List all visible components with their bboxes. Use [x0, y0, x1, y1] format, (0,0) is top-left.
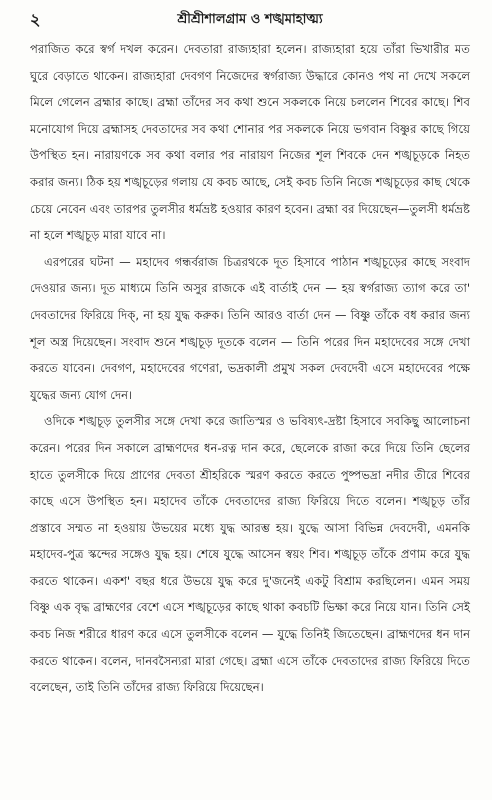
page-number: ২ — [30, 10, 41, 29]
paragraph-battle: ওদিকে শঙ্খচূড় তুলসীর সঙ্গে দেখা করে জাতিস্মর ও ভবিষ্যৎ-দ্রষ্টা হিসাবে সবকিছু আলোচনা করেন। পরের দিন সকালে ব্রাহ্মণদের ধন-রত্ন দান করে, ছেলেকে রাজা করে দিয়ে তিনি ছেলের হাতে তুলসীকে দিয়ে প্রাণের দেবতা শ্রীহরিকে স্মরণ করতে করতে পুষ্পভদ্রা নদীর তীরে শিবের কাছে এসে উপস্থিত হন। মহাদেব তাঁকে দেবতাদের রাজ্য ফিরিয়ে দিতে বলেন। শঙ্খচূড় তাঁর প্রস্তাবে সম্মত না হওয়ায় উভয়ের মধ্যে যুদ্ধ আরম্ভ হয়। যুদ্ধে আসা বিভিন্ন দেবদেবী, এমনকি মহাদেব-পুত্র স্কন্দের সঙ্গেও যুদ্ধ হয়। শেষে যুদ্ধে আসেন স্বয়ং শিব। শঙ্খচূড় তাঁকে প্রণাম করে যুদ্ধ করতে থাকেন। একশ' বছর ধরে উভয়ে যুদ্ধ করে দু'জনেই একটু বিশ্রাম করছিলেন। এমন সময় বিষ্ণু এক বৃদ্ধ ব্রাহ্মণের বেশে এসে শঙ্খচূড়ের কাছে থাকা কবচটি ভিক্ষা করে নিয়ে যান। তিনি সেই কবচ নিজ শরীরে ধারণ করে এসে তুলসীকে বলেন — যুদ্ধে তিনিই জিতেছেন। ব্রাহ্মণদের ধন দান করতে থাকেন। বলেন, দানবসৈন্যরা মারা গেছে। ব্রহ্মা এসে তাঁকে দেবতাদের রাজ্য ফিরিয়ে দিতে বলেছেন, তাই তিনি তাঁদের রাজ্য ফিরিয়ে দিয়েছেন। — [30, 414, 470, 695]
running-title: শ্রীশ্রীশালগ্রাম ও শঙ্খমাহাত্ম্য — [177, 12, 323, 27]
paragraph-continued: পরাজিত করে স্বর্গ দখল করেন। দেবতারা রাজ্যহারা হলেন। রাজ্যহারা হয়ে তাঁরা ভিখারীর মত ঘুরে বেড়াতে থাকেন। রাজ্যহারা দেবগণ নিজেদের স্বর্গরাজ্য উদ্ধারে কোনও পথ না দেখে সকলে মিলে গেলেন ব্রহ্মার কাছে। ব্রহ্মা তাঁদের সব কথা শুনে সকলকে নিয়ে চললেন শিবের কাছে। শিব মনোযোগ দিয়ে ব্রহ্মাসহ দেবতাদের সব কথা শোনার পর সকলকে নিয়ে ভগবান বিষ্ণুর কাছে গিয়ে উপস্থিত হন। নারায়ণকে সব কথা বলার পর নারায়ণ নিজের শূল শিবকে দেন শঙ্খচূড়কে নিহত করার জন্য। ঠিক হয় শঙ্খচূড়ের গলায় যে কবচ আছে, সেই কবচ তিনি নিজে শঙ্খচূড়ের কাছ থেকে চেয়ে নেবেন এবং তারপর তুলসীর ধর্মভ্রষ্ট হওয়ার কারণ হবেন। ব্রহ্মা বর দিয়েছেন—তুলসী ধর্মভ্রষ্ট না হলে শঙ্খচূড় মারা যাবে না। — [30, 42, 470, 243]
body-text — [30, 36, 470, 701]
paragraph-messenger: এরপরের ঘটনা — মহাদেব গন্ধর্বরাজ চিত্ররথকে দূত হিসাবে পাঠান শঙ্খচূড়ের কাছে সংবাদ দেওয়ার জন্য। দূত মাধ্যমে তিনি অসুর রাজকে এই বার্তাই দেন — হয় স্বর্গরাজ্য ত্যাগ করে তা' দেবতাদের ফিরিয়ে দিক্, না হয় যুদ্ধ করুক। তিনি আরও বার্তা দেন — বিষ্ণু তাঁকে বধ করার জন্য শূল অস্ত্র দিয়েছেন। সংবাদ শুনে শঙ্খচূড় দূতকে বলেন — তিনি পরের দিন মহাদেবের সঙ্গে দেখা করতে যাবেন। দেবগণ, মহাদেবের গণেরা, ভদ্রকালী প্রমুখ সকল দেবদেবী এসে মহাদেবের পক্ষে যুদ্ধের জন্য যোগ দেন। — [30, 254, 470, 402]
page-header — [30, 10, 470, 32]
